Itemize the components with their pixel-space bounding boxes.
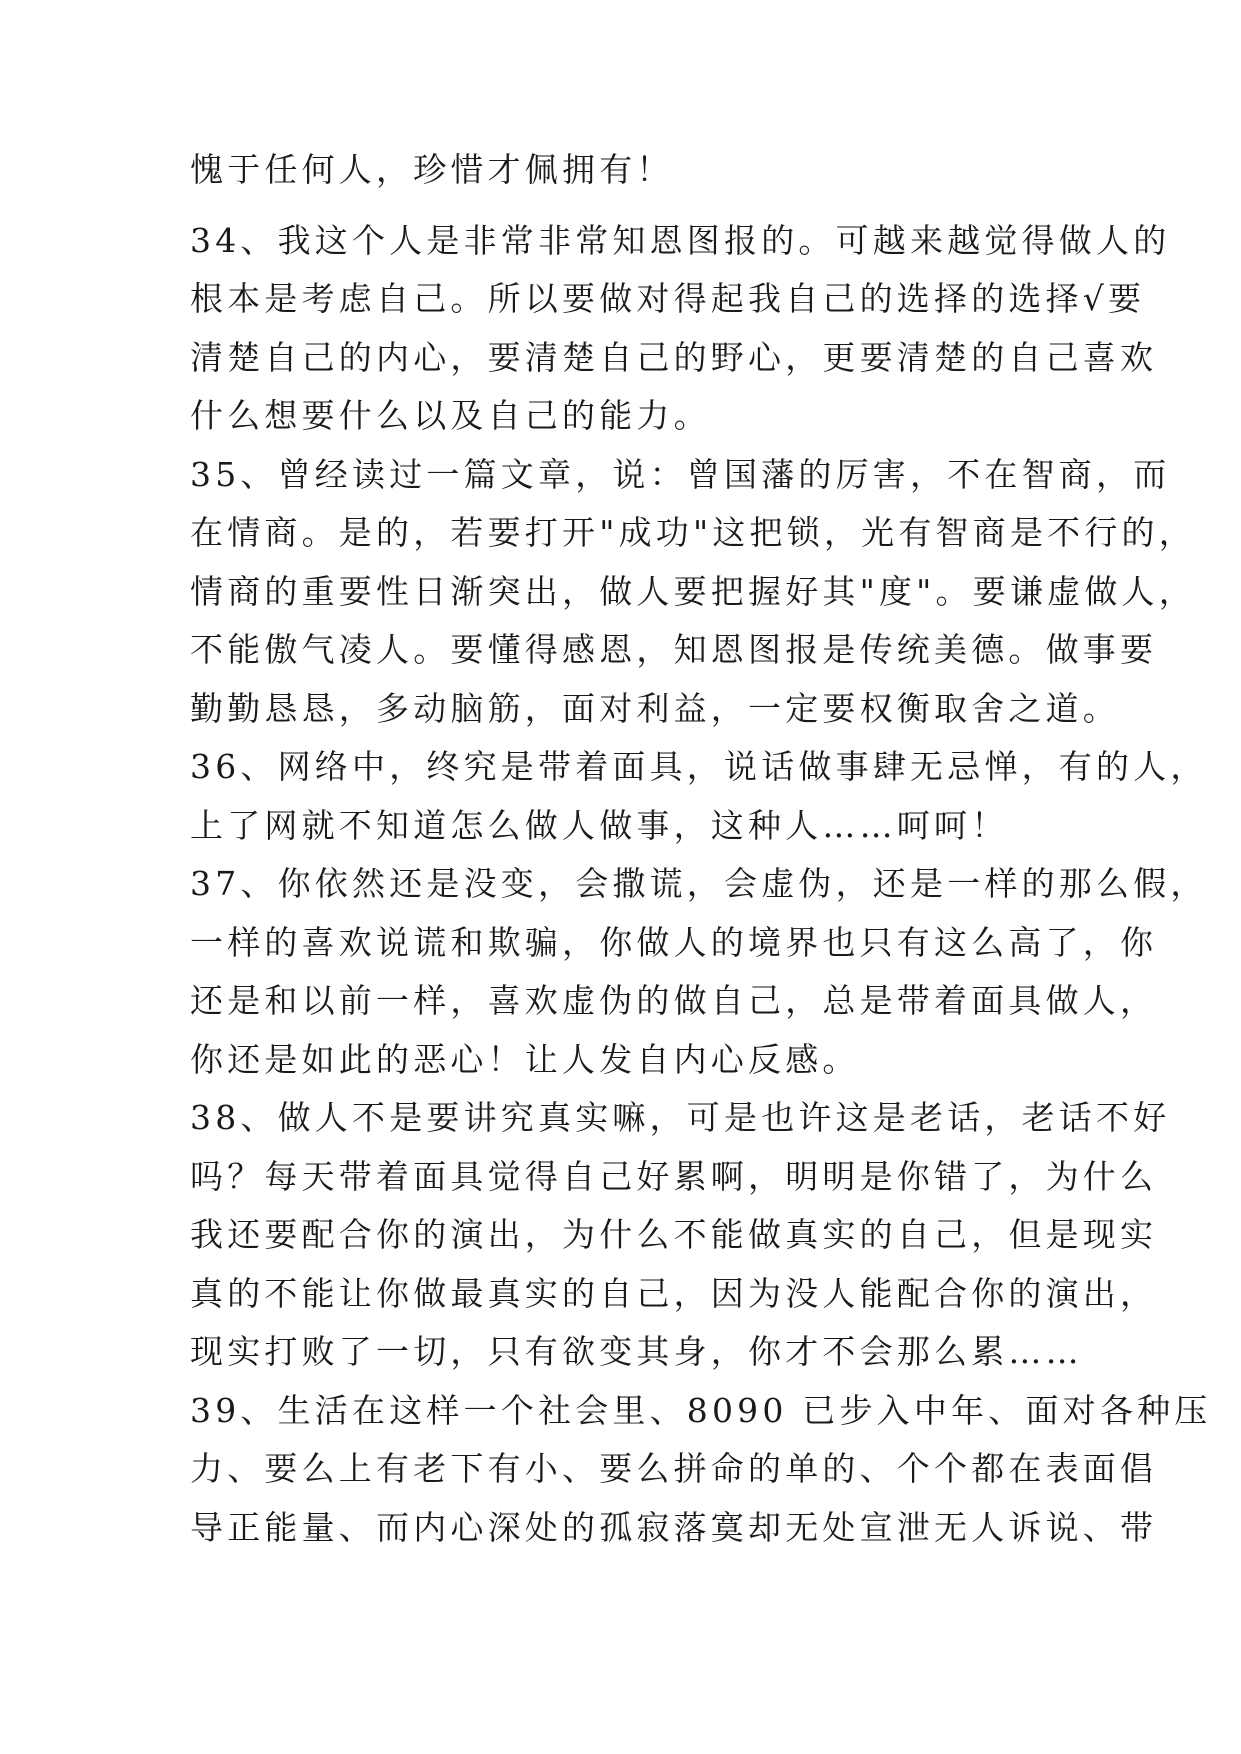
text-line: 不能傲气凌人。要懂得感恩，知恩图报是传统美德。做事要 [190, 630, 1158, 669]
text-line: 勤勤恳恳，多动脑筋，面对利益，一定要权衡取舍之道。 [190, 689, 1120, 728]
text-line: 根本是考虑自己。所以要做对得起我自己的选择的选择√要 [190, 279, 1146, 318]
text-line: 真的不能让你做最真实的自己，因为没人能配合你的演出， [190, 1274, 1158, 1313]
text-line: 什么想要什么以及自己的能力。 [190, 396, 711, 435]
text-line: 36、网络中，终究是带着面具，说话做事肆无忌惮，有的人， [190, 747, 1208, 786]
text-line: 37、你依然还是没变，会撒谎，会虚伪，还是一样的那么假， [190, 864, 1208, 903]
text-line: 清楚自己的内心，要清楚自己的野心，更要清楚的自己喜欢 [190, 338, 1158, 377]
text-line: 39、生活在这样一个社会里、8090 已步入中年、面对各种压 [190, 1391, 1212, 1430]
text-line: 34、我这个人是非常非常知恩图报的。可越来越觉得做人的 [190, 221, 1171, 260]
text-line: 一样的喜欢说谎和欺骗，你做人的境界也只有这么高了，你 [190, 923, 1158, 962]
text-line: 现实打败了一切，只有欲变其身，你才不会那么累…… [190, 1332, 1083, 1371]
text-line: 上了网就不知道怎么做人做事，这种人……呵呵！ [190, 806, 1009, 845]
text-line: 38、做人不是要讲究真实嘛，可是也许这是老话，老话不好 [190, 1098, 1171, 1137]
text-line: 我还要配合你的演出，为什么不能做真实的自己，但是现实 [190, 1215, 1158, 1254]
text-line: 力、要么上有老下有小、要么拼命的单的、个个都在表面倡 [190, 1449, 1158, 1488]
text-line: 你还是如此的恶心！让人发自内心反感。 [190, 1040, 860, 1079]
text-line: 导正能量、而内心深处的孤寂落寞却无处宣泄无人诉说、带 [190, 1508, 1158, 1547]
text-line: 35、曾经读过一篇文章，说：曾国藩的厉害，不在智商，而 [190, 455, 1171, 494]
text-line: 吗？每天带着面具觉得自己好累啊，明明是你错了，为什么 [190, 1157, 1158, 1196]
text-line: 在情商。是的，若要打开"成功"这把锁，光有智商是不行的， [190, 513, 1196, 552]
text-line: 还是和以前一样，喜欢虚伪的做自己，总是带着面具做人， [190, 981, 1158, 1020]
text-line: 愧于任何人，珍惜才佩拥有！ [190, 150, 674, 189]
text-line: 情商的重要性日渐突出，做人要把握好其"度"。要谦虚做人， [190, 572, 1196, 611]
